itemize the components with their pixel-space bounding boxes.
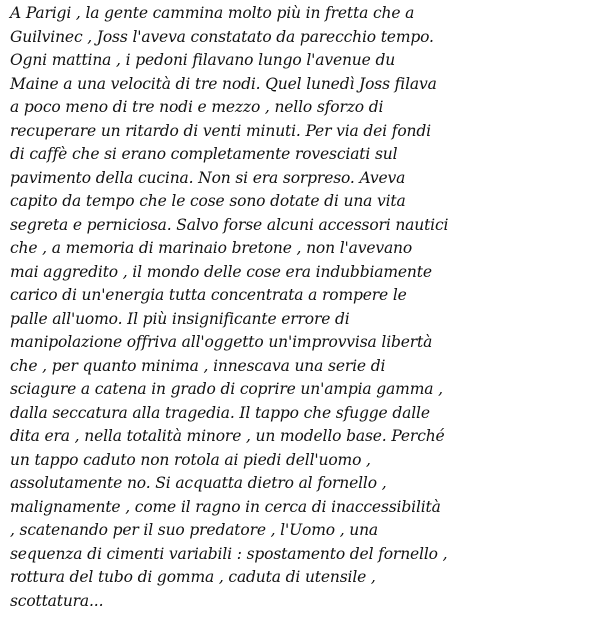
text-line: malignamente , come il ragno in cerca di inaccessibilità: [10, 497, 441, 516]
text-line: segreta e perniciosa. Salvo forse alcuni accessori nautici: [10, 215, 449, 234]
text-line: manipolazione offriva all'oggetto un'improvvisa libertà: [10, 333, 433, 351]
text-line: assolutamente no. Si acquatta dietro al fornello ,: [10, 474, 387, 492]
text-line: carico di un'energia tutta concentrata a rompere le: [10, 286, 407, 304]
text-line: , scatenando per il suo predatore , l'Uomo , una: [10, 521, 379, 539]
text-line: pavimento della cucina. Non si era sorpreso. Aveva: [10, 168, 406, 187]
text-line: a poco meno di tre nodi e mezzo , nello sforzo di: [10, 98, 384, 116]
text-line: Guilvinec , Joss l'aveva constatato da parecchio tempo.: [10, 27, 434, 46]
text-line: palle all'uomo. Il più insignificante errore di: [10, 309, 350, 328]
text-line: mai aggredito , il mondo delle cose era indubbiamente: [10, 262, 432, 281]
text-line: sequenza di cimenti variabili : spostamento del fornello ,: [10, 544, 448, 563]
text-line: di caffè che si erano completamente rovesciati sul: [10, 145, 398, 163]
body-text: [10, 2, 590, 613]
text-line: capito da tempo che le cose sono dotate di una vita: [10, 192, 406, 210]
text-line: un tappo caduto non rotola ai piedi dell'uomo ,: [10, 450, 371, 469]
text-line: rottura del tubo di gomma , caduta di utensile ,: [10, 568, 376, 586]
text-line: recuperare un ritardo di venti minuti. Per via dei fondi: [10, 121, 431, 140]
text-line: Maine a una velocità di tre nodi. Quel lunedì Joss filava: [10, 74, 437, 93]
text-line: sciagure a catena in grado di coprire un'ampia gamma ,: [10, 380, 443, 398]
text-line: Ogni mattina , i pedoni filavano lungo l'avenue du: [10, 51, 396, 69]
text-line: che , per quanto minima , innescava una serie di: [10, 356, 386, 375]
text-line: scottatura...: [10, 591, 104, 610]
text-line: che , a memoria di marinaio bretone , non l'avevano: [10, 239, 413, 257]
text-line: dalla seccatura alla tragedia. Il tappo che sfugge dalle: [10, 403, 430, 422]
text-line: A Parigi , la gente cammina molto più in fretta che a: [10, 4, 415, 22]
text-line: dita era , nella totalità minore , un modello base. Perché: [10, 427, 445, 445]
